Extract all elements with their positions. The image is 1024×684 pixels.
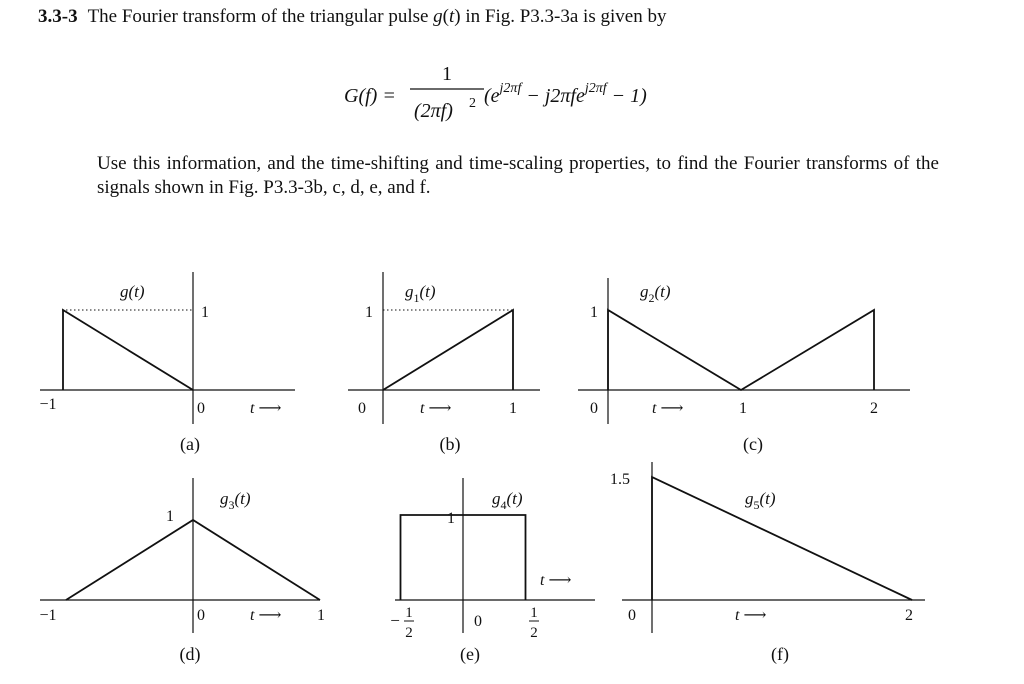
signal-label: $g_1(t)$ — [405, 282, 436, 305]
tick-label-num: 1 — [530, 605, 538, 621]
intro-paren-open: ( — [442, 6, 449, 27]
level-label: 1 — [365, 304, 373, 321]
tick-label: 0 — [474, 613, 482, 630]
tick-label-den: 2 — [405, 625, 413, 641]
signal-label: $g_4(t)$ — [492, 489, 523, 512]
panel-b — [348, 272, 540, 455]
tick-label: −1 — [39, 607, 57, 624]
rhs-exponent-2: j2πf — [584, 81, 607, 96]
tick-label: 0 — [590, 400, 598, 417]
t-arrow-label: t ⟶ — [540, 572, 572, 589]
level-label: 1.5 — [610, 471, 630, 488]
panel-caption: (e) — [460, 644, 480, 664]
t-arrow-label: t ⟶ — [735, 607, 767, 624]
t-arrow-label: t ⟶ — [250, 400, 282, 417]
waveform-a — [63, 310, 193, 390]
tick-label: 2 — [905, 607, 913, 624]
t-arrow-label: t ⟶ — [250, 607, 282, 624]
instruction-paragraph: Use this information, and the time-shifting and time-scaling properties, to find the Fourier transforms of the signals shown in Fig. P3.3-3b, c, d, e, and f. — [97, 153, 939, 198]
t-arrow-label: t ⟶ — [652, 400, 684, 417]
signal-label: g(t) — [120, 282, 145, 301]
tick-label: 2 — [870, 400, 878, 417]
signal-label: $g_5(t)$ — [745, 489, 776, 512]
tick-label: 0 — [628, 607, 636, 624]
rhs-part-2: − j2πfe — [521, 85, 585, 107]
panel-caption: (a) — [180, 434, 200, 454]
intro-t: t — [449, 6, 455, 27]
tick-label: 0 — [358, 400, 366, 417]
problem-number: 3.3-3 — [38, 6, 78, 27]
formula-numerator: 1 — [442, 63, 452, 85]
formula-lhs: G(f) = — [344, 85, 396, 107]
formula-denominator-exponent: 2 — [469, 96, 476, 111]
t-arrow-label: t ⟶ — [420, 400, 452, 417]
waveform-b — [383, 310, 513, 390]
waveform-f — [652, 477, 912, 600]
waveform-c — [608, 310, 874, 390]
signal-label: $g_2(t)$ — [640, 282, 671, 305]
rhs-part-3: − 1) — [606, 85, 647, 107]
panel-c — [578, 278, 910, 455]
tick-label: 1 — [509, 400, 517, 417]
signal-label: $g_3(t)$ — [220, 489, 251, 512]
tick-label: 0 — [197, 607, 205, 624]
tick-label-den: 2 — [530, 625, 538, 641]
panel-caption: (d) — [179, 644, 201, 664]
intro-g: g — [433, 6, 443, 27]
panel-d — [39, 478, 325, 665]
rhs-part-1: (e — [484, 85, 500, 107]
tick-label: 1 — [317, 607, 325, 624]
panel-caption: (f) — [771, 644, 789, 664]
tick-label: 0 — [197, 400, 205, 417]
panel-caption: (c) — [743, 434, 763, 454]
intro-text-1: The Fourier transform of the triangular pulse — [87, 6, 434, 27]
panel-e — [390, 478, 595, 665]
level-label: 1 — [447, 510, 455, 527]
formula-denominator: (2πf) — [414, 100, 453, 122]
panel-a — [39, 272, 295, 455]
level-label: 1 — [590, 304, 598, 321]
tick-label: −1 — [39, 396, 57, 413]
level-label: 1 — [201, 304, 209, 321]
tick-label-num: 1 — [405, 605, 413, 621]
panel-caption: (b) — [439, 434, 461, 454]
intro-text-2: ) in Fig. P3.3-3a is given by — [454, 6, 667, 27]
level-label: 1 — [166, 508, 174, 525]
rhs-exponent-1: j2πf — [499, 81, 522, 96]
panel-f — [610, 462, 925, 665]
tick-label: 1 — [739, 400, 747, 417]
tick-label-sign: − — [390, 611, 400, 630]
